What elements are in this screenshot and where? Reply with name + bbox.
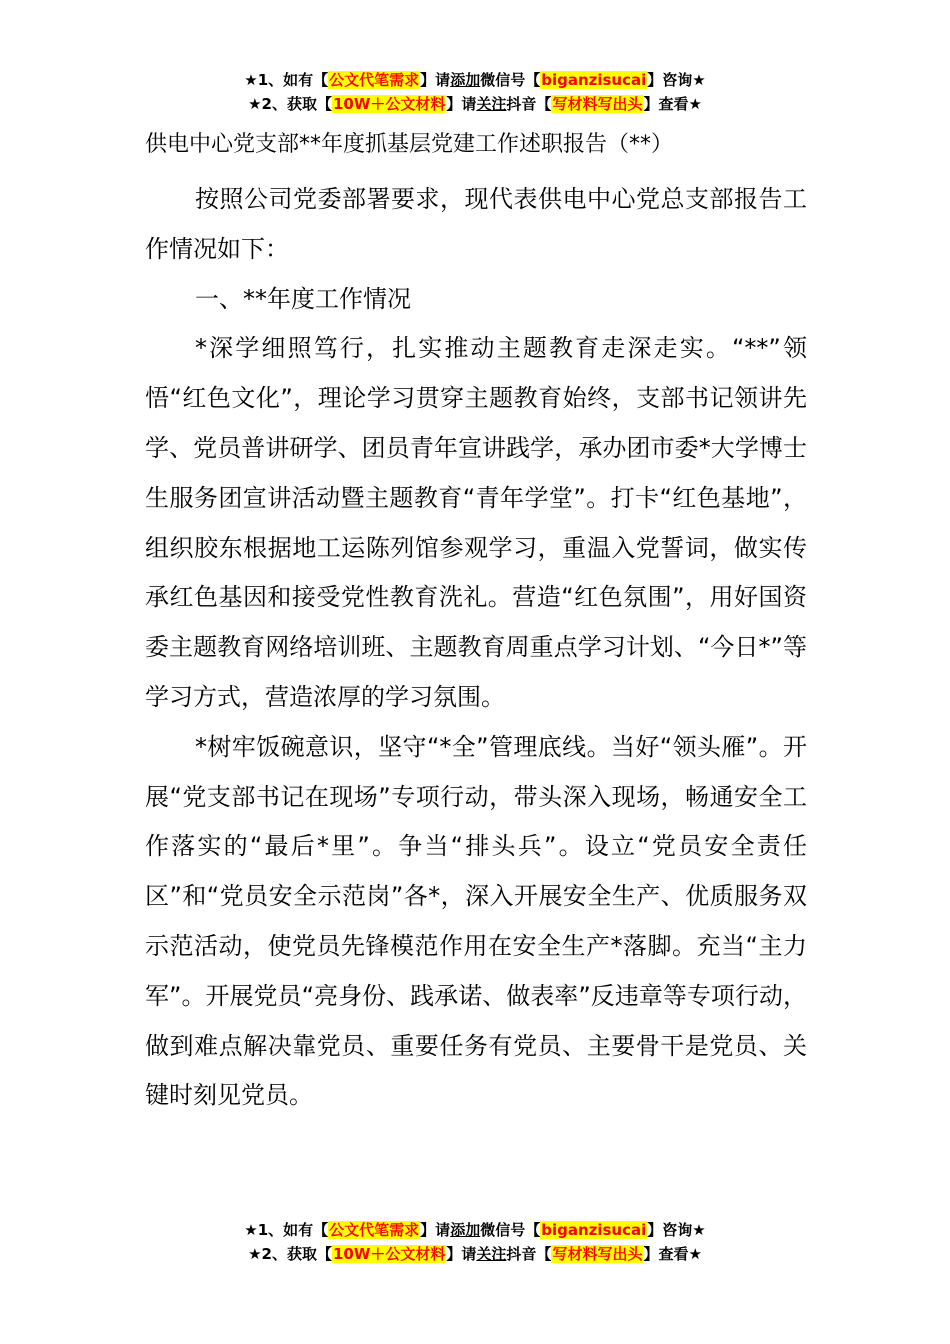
banner-text: ★1、如有【 — [244, 1221, 329, 1239]
paragraph: 按照公司党委部署要求，现代表供电中心党总支部报告工作情况如下： — [145, 185, 807, 263]
banner-text: ★1、如有【 — [244, 71, 329, 89]
banner-text: 】请 — [446, 1245, 477, 1263]
banner-line-2 — [0, 92, 950, 116]
banner-text: 抖音【 — [506, 1245, 552, 1263]
paragraph: *深学细照笃行，扎实推动主题教育走深走实。“**”领悟“红色文化”，理论学习贯穿主题教育始终，支部书记领讲先学、党员普讲研学、团员青年宣讲践学，承办团市委*大学博士生服务团宣讲活动暨主题教育“青年学堂”。打卡“红色基地”，组织胶东根据地工运陈列馆参观学习，重温入党誓词，做实传承红色基因和接受党性教育洗礼。营造“红色氛围”，用好国资委主题教育网络培训班、主题教育周重点学习计划、“今日*”等学习方式，营造浓厚的学习氛围。 — [145, 334, 807, 711]
section-heading: 一、**年度工作情况 — [195, 284, 411, 313]
banner-text: 微信号【 — [480, 1221, 541, 1239]
banner-text: 微信号【 — [480, 71, 541, 89]
banner-highlight: 公文代笔需求 — [329, 1221, 420, 1239]
banner-text: 抖音【 — [506, 95, 552, 113]
banner-highlight: 公文代笔需求 — [329, 71, 420, 89]
banner-highlight: biganzisucai — [541, 71, 647, 89]
footer-banner — [0, 1218, 950, 1266]
banner-text: 】查看★ — [643, 1245, 702, 1263]
banner-highlight: 10W＋公文材料 — [332, 95, 446, 113]
banner-underlined: 添加 — [450, 71, 481, 89]
banner-text: ★2、获取【 — [248, 1245, 332, 1263]
banner-text: 】查看★ — [643, 95, 702, 113]
banner-text: 】请 — [420, 1221, 451, 1239]
banner-highlight: 写材料写出头 — [552, 1245, 643, 1263]
paragraph: *树牢饭碗意识，坚守“*全”管理底线。当好“领头雁”。开展“党支部书记在现场”专项行动，带头深入现场，畅通安全工作落实的“最后*里”。争当“排头兵”。设立“党员安全责任区”和“党员安全示范岗”各*，深入开展安全生产、优质服务双示范活动，使党员先锋模范作用在安全生产*落脚。充当“主力军”。开展党员“亮身份、践承诺、做表率”反违章等专项行动，做到难点解决靠党员、重要任务有党员、主要骨干是党员、关键时刻见党员。 — [145, 732, 807, 1110]
header-banner — [0, 68, 950, 116]
banner-highlight: 10W＋公文材料 — [332, 1245, 446, 1263]
document-body — [145, 123, 807, 1121]
banner-text: ★2、获取【 — [248, 95, 332, 113]
banner-line-1 — [0, 68, 950, 92]
banner-highlight: biganzisucai — [541, 1221, 647, 1239]
banner-text: 】咨询★ — [647, 1221, 706, 1239]
banner-text: 】请 — [420, 71, 451, 89]
document-title: 供电中心党支部**年度抓基层党建工作述职报告（**） — [145, 132, 674, 157]
banner-underlined: 关注 — [476, 1245, 507, 1263]
banner-line-1 — [0, 1218, 950, 1242]
banner-text: 】咨询★ — [647, 71, 706, 89]
banner-underlined: 关注 — [476, 95, 507, 113]
banner-text: 】请 — [446, 95, 477, 113]
banner-line-2 — [0, 1242, 950, 1266]
banner-highlight: 写材料写出头 — [552, 95, 643, 113]
banner-underlined: 添加 — [450, 1221, 481, 1239]
